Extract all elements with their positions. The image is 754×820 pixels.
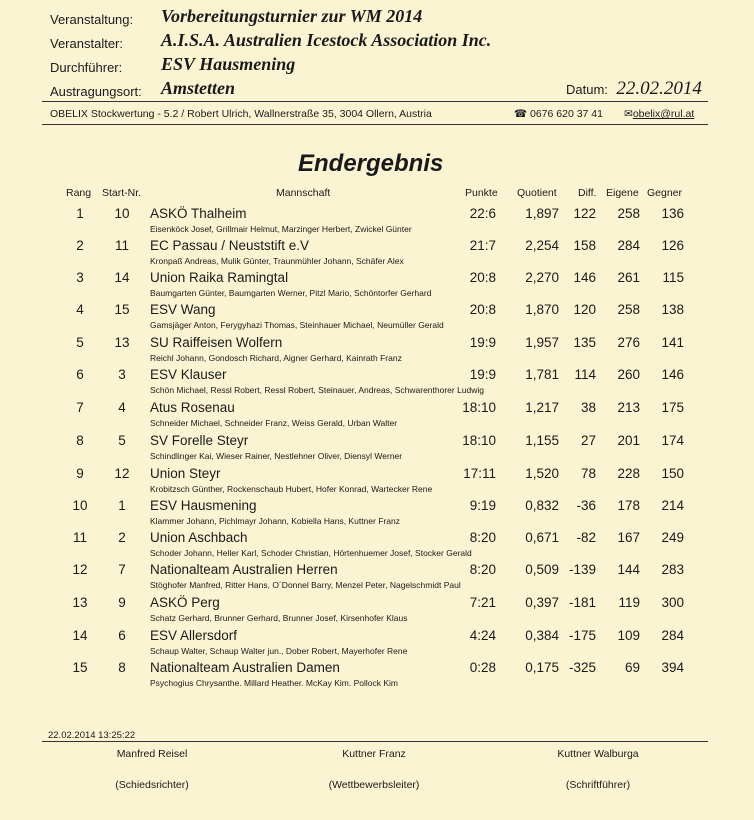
quotient: 0,384 [525,628,559,643]
team-name: Nationalteam Australien Damen [150,660,340,675]
gegner: 394 [661,660,684,675]
footer-divider [42,741,708,742]
gegner: 249 [661,530,684,545]
email-link[interactable]: obelix@rul.at [632,108,695,120]
datum-label: Datum: [566,82,608,97]
team-name: ESV Hausmening [150,498,257,513]
team-players: Psychogius Chrysanthe. Millard Heather. McKay Kim. Pollock Kim [150,678,399,688]
punkte: 7:21 [469,595,496,610]
team-name: Atus Rosenau [150,400,235,415]
table-row [0,530,754,562]
punkte: 0:28 [469,660,496,675]
team-name: Union Raika Ramingtal [150,270,289,285]
punkte: 20:8 [469,270,496,285]
start-nr: 13 [114,335,130,350]
eigene: 276 [617,335,640,350]
start-nr: 7 [118,562,126,577]
start-nr: 9 [118,595,126,610]
page-title: Endergebnis [298,150,444,177]
table-row [0,498,754,530]
quotient: 1,155 [525,433,559,448]
table-row [0,206,754,238]
gegner: 283 [661,562,684,577]
veranstaltung-label: Veranstaltung: [50,12,134,27]
rang: 6 [76,367,84,382]
rang: 15 [72,660,88,675]
col-header-rang: Rang [66,187,92,199]
rang: 12 [72,562,88,577]
gegner: 126 [661,238,684,253]
start-nr: 3 [118,367,126,382]
print-timestamp: 22.02.2014 13:25:22 [48,730,136,741]
rang: 13 [72,595,88,610]
punkte: 8:20 [469,530,496,545]
team-name: ESV Allersdorf [150,628,238,643]
gegner: 146 [661,367,684,382]
col-header-gegner: Gegner [647,187,683,199]
signature-secretary-name: Kuttner Walburga [557,748,639,760]
rang: 3 [76,270,84,285]
datum [566,78,702,100]
diff: 78 [580,466,596,481]
quotient: 1,897 [525,206,559,221]
team-players: Klammer Johann, Pichlmayr Johann, Kobiella Hans, Kuttner Franz [150,516,400,526]
team-players: Schneider Michael, Schneider Franz, Weiss Gerald, Urban Walter [150,418,398,428]
quotient: 1,870 [525,302,559,317]
diff: 146 [573,270,596,285]
diff: -181 [568,595,596,610]
gegner: 150 [661,466,684,481]
start-nr: 2 [118,530,126,545]
punkte: 22:6 [469,206,496,221]
team-name: SV Forelle Steyr [150,433,249,448]
team-players: Schatz Gerhard, Brunner Gerhard, Brunner Josef, Kirsenhofer Klaus [150,613,408,623]
eigene: 258 [617,302,640,317]
team-players: Schoder Johann, Heller Karl, Schoder Christian, Hörtenhuemer Josef, Stocker Gerald [150,548,472,558]
rang: 4 [76,302,84,317]
rang: 5 [76,335,84,350]
table-row [0,433,754,465]
eigene: 260 [617,367,640,382]
team-players: Schindlinger Kai, Wieser Rainer, Nestlehner Oliver, Diensyl Werner [150,451,403,461]
start-nr: 15 [114,302,130,317]
diff: -325 [568,660,596,675]
col-header-start: Start-Nr. [102,187,142,199]
eigene: 213 [617,400,640,415]
punkte: 21:7 [469,238,496,253]
gegner: 300 [661,595,684,610]
team-players: Reichl Johann, Gondosch Richard, Aigner Gerhard, Kainrath Franz [150,353,402,363]
diff: -82 [576,530,596,545]
col-header-eigene: Eigene [606,187,639,199]
team-players: Eisenköck Josef, Grillmair Helmut, Marzinger Herbert, Zwickel Günter [150,224,412,234]
rang: 8 [76,433,84,448]
eigene: 144 [617,562,640,577]
punkte: 4:24 [469,628,496,643]
quotient: 0,175 [525,660,559,675]
table-row [0,400,754,432]
col-header-punkte: Punkte [465,187,498,199]
quotient: 1,520 [525,466,559,481]
table-row [0,238,754,270]
punkte: 20:8 [469,302,496,317]
punkte: 9:19 [469,498,496,513]
rang: 1 [76,206,84,221]
signature-referee-role: (Schiedsrichter) [115,779,189,791]
signature-competition-lead-role: (Wettbewerbsleiter) [328,779,420,791]
team-name: ESV Klauser [150,367,227,382]
durchfuehrer-value: ESV Hausmening [161,54,296,74]
email [624,108,694,120]
quotient: 1,957 [525,335,559,350]
punkte: 17:11 [463,466,496,481]
rang: 2 [76,238,84,253]
veranstalter-value: A.I.S.A. Australien Icestock Association Inc. [161,30,492,50]
table-row [0,302,754,334]
team-players: Kronpaß Andreas, Mulik Günter, Traunmühler Johann, Schäfer Alex [150,256,404,266]
punkte: 18:10 [462,400,496,415]
durchfuehrer-label: Durchführer: [50,60,123,75]
team-players: Gamsjäger Anton, Ferygyhazi Thomas, Steinhauer Michael, Neumüller Gerald [150,320,444,330]
austragungsort-value: Amstetten [161,78,236,98]
eigene: 69 [624,660,640,675]
table-row [0,466,754,498]
diff: 158 [573,238,596,253]
quotient: 0,509 [525,562,559,577]
start-nr: 10 [114,206,130,221]
table-row [0,367,754,399]
col-header-diff: Diff. [578,187,597,199]
signature-referee-name: Manfred Reisel [116,748,188,760]
rang: 9 [76,466,84,481]
quotient: 1,781 [525,367,559,382]
gegner: 214 [661,498,684,513]
gegner: 175 [661,400,684,415]
quotient: 0,397 [525,595,559,610]
table-row [0,270,754,302]
eigene: 119 [618,595,640,610]
gegner: 138 [661,302,684,317]
diff: 27 [580,433,596,448]
start-nr: 4 [118,400,126,415]
gegner: 115 [662,270,684,285]
start-nr: 5 [118,433,126,448]
team-name: ASKÖ Perg [150,595,220,610]
eigene: 201 [617,433,640,448]
team-name: SU Raiffeisen Wolfern [150,335,283,350]
team-name: Union Steyr [150,466,221,481]
team-players: Schön Michael, Ressl Robert, Ressl Robert, Steinauer, Andreas, Schwarenthorer Ludwig [150,385,485,395]
quotient: 0,832 [525,498,559,513]
signature-secretary-role: (Schriftführer) [565,779,631,791]
start-nr: 11 [114,238,129,253]
team-players: Stöghofer Manfred, Ritter Hans, O´Donnel Barry, Menzel Peter, Nagelschmidt Paul [150,580,461,590]
austragungsort-label: Austragungsort: [50,84,142,99]
diff: -139 [568,562,596,577]
eigene: 258 [617,206,640,221]
col-header-quotient: Quotient [517,187,557,199]
veranstaltung-value: Vorbereitungsturnier zur WM 2014 [161,6,423,26]
eigene: 109 [617,628,640,643]
eigene: 228 [617,466,640,481]
envelope-icon: ✉ [624,108,633,120]
quotient: 1,217 [525,400,559,415]
table-row [0,595,754,627]
table-row [0,660,754,692]
team-players: Schaup Walter, Schaup Walter jun., Dober Robert, Mayerhofer Rene [150,646,408,656]
table-row [0,335,754,367]
diff: 38 [580,400,596,415]
team-players: Baumgarten Günter, Baumgarten Werner, Pitzl Mario, Schöntorfer Gerhard [150,288,432,298]
start-nr: 8 [118,660,126,675]
rang: 7 [76,400,84,415]
diff: -175 [568,628,596,643]
diff: 122 [573,206,596,221]
diff: 120 [573,302,596,317]
start-nr: 14 [114,270,130,285]
header-divider [42,101,708,102]
team-name: Union Aschbach [150,530,248,545]
eigene: 178 [617,498,640,513]
veranstalter-label: Veranstalter: [50,36,123,51]
quotient: 2,254 [525,238,559,253]
quotient: 0,671 [525,530,559,545]
quotient: 2,270 [525,270,559,285]
rang: 11 [72,530,87,545]
start-nr: 12 [114,466,130,481]
table-row [0,628,754,660]
team-name: ESV Wang [150,302,216,317]
team-name: ASKÖ Thalheim [150,206,247,221]
punkte: 19:9 [469,367,496,382]
start-nr: 6 [118,628,126,643]
gegner: 136 [661,206,684,221]
rang: 14 [72,628,88,643]
signature-competition-lead-name: Kuttner Franz [342,748,406,760]
rang: 10 [72,498,88,513]
datum-value: 22.02.2014 [616,78,702,99]
diff: 135 [573,335,596,350]
sub-header-divider [42,124,708,125]
diff: 114 [574,367,596,382]
team-name: Nationalteam Australien Herren [150,562,338,577]
eigene: 167 [617,530,640,545]
gegner: 174 [661,433,684,448]
phone-number: ☎ 0676 620 37 41 [514,108,603,120]
table-row [0,562,754,594]
punkte: 18:10 [462,433,496,448]
team-name: EC Passau / Neuststift e.V [150,238,310,253]
punkte: 19:9 [469,335,496,350]
eigene: 261 [617,270,640,285]
punkte: 8:20 [469,562,496,577]
col-header-mannschaft: Mannschaft [276,187,331,199]
diff: -36 [576,498,596,513]
gegner: 284 [661,628,684,643]
team-players: Krobitzsch Günther, Rockenschaub Hubert, Hofer Konrad, Wartecker Rene [150,484,433,494]
gegner: 141 [661,335,684,350]
software-line: OBELIX Stockwertung - 5.2 / Robert Ulrich, Wallnerstraße 35, 3004 Ollern, Austria [50,108,432,120]
start-nr: 1 [118,498,126,513]
eigene: 284 [617,238,640,253]
